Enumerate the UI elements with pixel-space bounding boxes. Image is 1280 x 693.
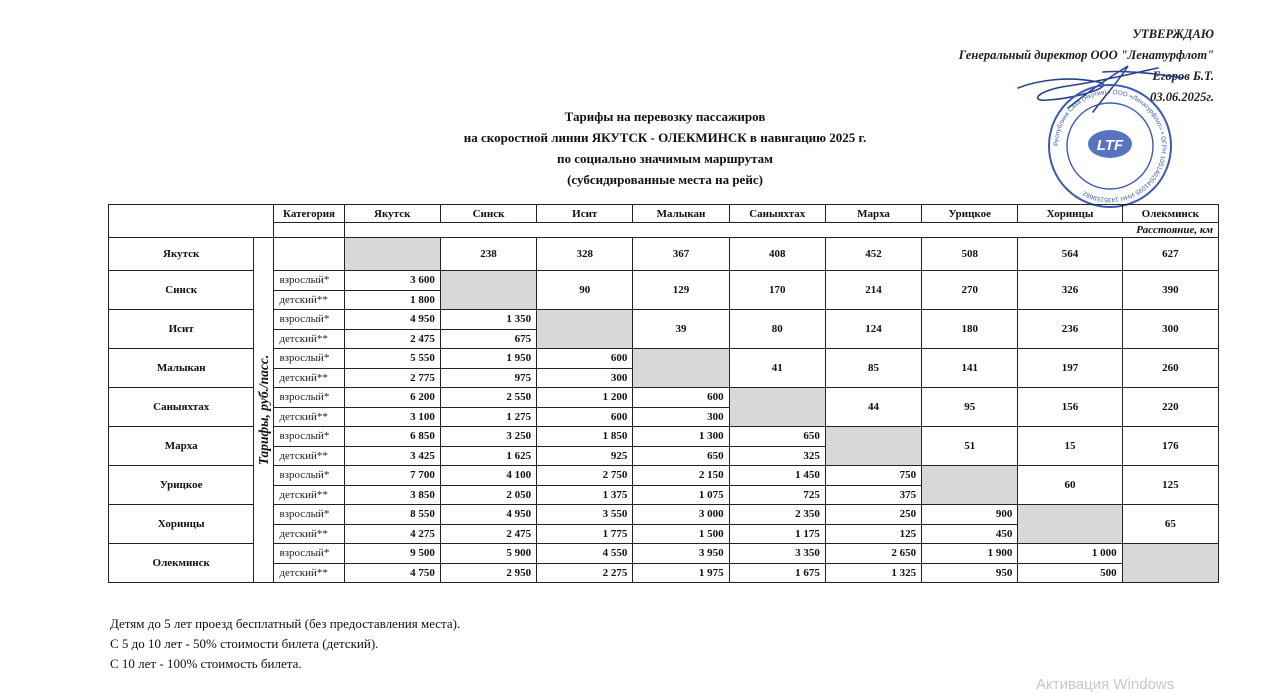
- column-header: Исит: [537, 205, 633, 223]
- diagonal-cell: [825, 427, 921, 466]
- category-label: детский**: [274, 329, 344, 349]
- distance-cell: 452: [825, 238, 921, 271]
- fare-cell: 3 600: [344, 271, 440, 291]
- station-name: Исит: [109, 310, 254, 349]
- approval-date: 03.06.2025г.: [1150, 90, 1214, 104]
- footnote-2: С 5 до 10 лет - 50% стоимости билета (детский).: [110, 636, 379, 651]
- fare-cell: 2 475: [440, 524, 536, 544]
- category-label: детский**: [274, 407, 344, 427]
- fare-cell: 4 100: [440, 466, 536, 486]
- category-label: детский**: [274, 290, 344, 310]
- fare-cell: 1 800: [344, 290, 440, 310]
- category-label: взрослый*: [274, 349, 344, 369]
- distance-cell: 328: [537, 238, 633, 271]
- fare-cell: 450: [922, 524, 1018, 544]
- category-label: детский**: [274, 524, 344, 544]
- column-header: Урицкое: [922, 205, 1018, 223]
- distance-cell: 90: [537, 271, 633, 310]
- fare-cell: 500: [1018, 563, 1122, 583]
- station-name: Синск: [109, 271, 254, 310]
- table-row: [109, 544, 1219, 564]
- table-row: [109, 563, 1219, 583]
- diagonal-cell: [729, 388, 825, 427]
- company-stamp: [1046, 82, 1174, 210]
- fare-cell: 250: [825, 505, 921, 525]
- fare-cell: 1 175: [729, 524, 825, 544]
- fare-cell: 7 700: [344, 466, 440, 486]
- footnotes: [110, 614, 460, 674]
- category-subheader-empty: [274, 223, 344, 238]
- distance-cell: 95: [922, 388, 1018, 427]
- distance-cell: 60: [1018, 466, 1122, 505]
- fare-cell: 1 500: [633, 524, 729, 544]
- distance-cell: 65: [1122, 505, 1218, 544]
- footnote-3: С 10 лет - 100% стоимость билета.: [110, 656, 302, 671]
- distance-cell: 326: [1018, 271, 1122, 310]
- distance-cell: 300: [1122, 310, 1218, 349]
- title-line-2: на скоростной линии ЯКУТСК - ОЛЕКМИНСК в навигацию 2025 г.: [463, 130, 867, 145]
- category-label: взрослый*: [274, 271, 344, 291]
- fare-cell: 3 250: [440, 427, 536, 447]
- fare-cell: 3 425: [344, 446, 440, 466]
- fare-cell: 8 550: [344, 505, 440, 525]
- fare-cell: 1 950: [440, 349, 536, 369]
- column-header: Малыкан: [633, 205, 729, 223]
- fare-cell: 4 950: [440, 505, 536, 525]
- fare-cell: 1 850: [537, 427, 633, 447]
- station-name: Урицкое: [109, 466, 254, 505]
- header-row: [109, 205, 1219, 223]
- fare-cell: 1 350: [440, 310, 536, 330]
- fare-cell: 600: [633, 388, 729, 408]
- fare-cell: 4 550: [537, 544, 633, 564]
- fare-cell: 2 650: [825, 544, 921, 564]
- fare-cell: 1 075: [633, 485, 729, 505]
- category-label: взрослый*: [274, 388, 344, 408]
- distance-cell: 141: [922, 349, 1018, 388]
- distance-cell: 51: [922, 427, 1018, 466]
- fare-cell: 3 350: [729, 544, 825, 564]
- fare-cell: 3 100: [344, 407, 440, 427]
- station-name: Марха: [109, 427, 254, 466]
- distance-cell: 238: [440, 238, 536, 271]
- distance-cell: 390: [1122, 271, 1218, 310]
- fare-cell: 750: [825, 466, 921, 486]
- windows-activation-watermark: Активация Windows: [1036, 676, 1175, 693]
- fare-axis-cell: [254, 238, 274, 583]
- distance-cell: 408: [729, 238, 825, 271]
- approval-heading: УТВЕРЖДАЮ: [1132, 27, 1214, 41]
- table-row: [109, 238, 1219, 271]
- diagonal-cell: [1122, 544, 1218, 583]
- distance-cell: 44: [825, 388, 921, 427]
- stamp-ring-text: Республика Саха (Якутия) • ООО «Ленатурфлот» • ОГРН 1051402041095 ИНН 1435159682: [1052, 88, 1168, 204]
- fare-cell: 975: [440, 368, 536, 388]
- fare-cell: 2 475: [344, 329, 440, 349]
- table-row: [109, 349, 1219, 369]
- fare-cell: 1 975: [633, 563, 729, 583]
- fare-cell: 9 500: [344, 544, 440, 564]
- fare-cell: 4 275: [344, 524, 440, 544]
- distance-label: Расстояние, км: [344, 223, 1218, 238]
- fare-cell: 950: [922, 563, 1018, 583]
- category-label: взрослый*: [274, 310, 344, 330]
- fare-cell: 1 450: [729, 466, 825, 486]
- distance-cell: 197: [1018, 349, 1122, 388]
- category-label: взрослый*: [274, 466, 344, 486]
- category-label: детский**: [274, 485, 344, 505]
- fare-cell: 725: [729, 485, 825, 505]
- distance-cell: 627: [1122, 238, 1218, 271]
- fare-cell: 2 775: [344, 368, 440, 388]
- fare-cell: 3 950: [633, 544, 729, 564]
- fare-cell: 1 900: [922, 544, 1018, 564]
- station-name: Олекминск: [109, 544, 254, 583]
- document-title: [400, 106, 930, 190]
- fare-cell: 900: [922, 505, 1018, 525]
- category-label: взрослый*: [274, 505, 344, 525]
- table-row: [109, 388, 1219, 408]
- fare-cell: 4 950: [344, 310, 440, 330]
- stamp-logo-text: LTF: [1096, 137, 1124, 154]
- diagonal-cell: [922, 466, 1018, 505]
- column-header: Синск: [440, 205, 536, 223]
- title-line-3: по социально значимым маршрутам: [556, 151, 774, 166]
- distance-cell: 260: [1122, 349, 1218, 388]
- distance-cell: 80: [729, 310, 825, 349]
- approval-name: Егоров Б.Т.: [1152, 69, 1214, 83]
- distance-cell: 220: [1122, 388, 1218, 427]
- diagonal-cell: [440, 271, 536, 310]
- column-header: Олекминск: [1122, 205, 1218, 223]
- fare-cell: 650: [633, 446, 729, 466]
- fare-cell: 600: [537, 349, 633, 369]
- distance-cell: 367: [633, 238, 729, 271]
- fare-cell: 1 625: [440, 446, 536, 466]
- distance-cell: 176: [1122, 427, 1218, 466]
- approval-position: Генеральный директор ООО "Ленатурфлот": [958, 48, 1214, 62]
- column-header: Марха: [825, 205, 921, 223]
- table-row: [109, 466, 1219, 486]
- diagonal-cell: [633, 349, 729, 388]
- fare-cell: 2 275: [537, 563, 633, 583]
- fare-cell: 2 750: [537, 466, 633, 486]
- table-row: [109, 310, 1219, 330]
- category-header: Категория: [274, 205, 344, 223]
- distance-cell: 236: [1018, 310, 1122, 349]
- title-line-1: Тарифы на перевозку пассажиров: [564, 109, 766, 124]
- fare-cell: 3 550: [537, 505, 633, 525]
- fare-cell: 1 300: [633, 427, 729, 447]
- distance-cell: 85: [825, 349, 921, 388]
- fare-cell: 5 900: [440, 544, 536, 564]
- distance-cell: 124: [825, 310, 921, 349]
- distance-cell: 41: [729, 349, 825, 388]
- distance-cell: 39: [633, 310, 729, 349]
- fare-axis-label: Тарифы, руб./пасс.: [255, 354, 271, 466]
- fare-cell: 300: [537, 368, 633, 388]
- header-empty-cell: [109, 205, 274, 238]
- category-label: детский**: [274, 368, 344, 388]
- station-name: Хоринцы: [109, 505, 254, 544]
- fare-cell: 1 325: [825, 563, 921, 583]
- station-name: Якутск: [109, 238, 254, 271]
- column-header: Якутск: [344, 205, 440, 223]
- distance-cell: 156: [1018, 388, 1122, 427]
- fare-cell: 3 000: [633, 505, 729, 525]
- column-header: Хоринцы: [1018, 205, 1122, 223]
- station-name: Саныяхтах: [109, 388, 254, 427]
- fare-cell: 2 950: [440, 563, 536, 583]
- fare-cell: 1 000: [1018, 544, 1122, 564]
- category-label: взрослый*: [274, 544, 344, 564]
- fare-cell: 6 200: [344, 388, 440, 408]
- fare-cell: 5 550: [344, 349, 440, 369]
- table-row: [109, 427, 1219, 447]
- fare-cell: 1 675: [729, 563, 825, 583]
- fare-cell: 1 275: [440, 407, 536, 427]
- fare-cell: 2 050: [440, 485, 536, 505]
- category-label: детский**: [274, 446, 344, 466]
- fare-cell: 300: [633, 407, 729, 427]
- footnote-1: Детям до 5 лет проезд бесплатный (без предоставления места).: [110, 616, 461, 631]
- distance-cell: 564: [1018, 238, 1122, 271]
- column-header: Саныяхтах: [729, 205, 825, 223]
- distance-cell: 270: [922, 271, 1018, 310]
- diagonal-cell: [537, 310, 633, 349]
- distance-cell: 170: [729, 271, 825, 310]
- fare-cell: 375: [825, 485, 921, 505]
- distance-cell: 214: [825, 271, 921, 310]
- fare-cell: 2 350: [729, 505, 825, 525]
- fare-cell: 1 200: [537, 388, 633, 408]
- category-label: детский**: [274, 563, 344, 583]
- fare-cell: 1 775: [537, 524, 633, 544]
- distance-cell: 125: [1122, 466, 1218, 505]
- fare-cell: 2 550: [440, 388, 536, 408]
- fare-cell: 325: [729, 446, 825, 466]
- fare-cell: 125: [825, 524, 921, 544]
- fare-cell: 650: [729, 427, 825, 447]
- distance-cell: 508: [922, 238, 1018, 271]
- table-row: [109, 505, 1219, 525]
- table-row: [109, 271, 1219, 291]
- fare-cell: 3 850: [344, 485, 440, 505]
- fare-cell: 675: [440, 329, 536, 349]
- fare-cell: 925: [537, 446, 633, 466]
- title-line-4: (субсидированные места на рейс): [567, 172, 763, 187]
- fare-cell: 600: [537, 407, 633, 427]
- distance-cell: 15: [1018, 427, 1122, 466]
- category-empty: [274, 238, 344, 271]
- distance-label-row: [109, 223, 1219, 238]
- fare-cell: 1 375: [537, 485, 633, 505]
- fare-cell: 4 750: [344, 563, 440, 583]
- distance-cell: 129: [633, 271, 729, 310]
- fare-cell: 2 150: [633, 466, 729, 486]
- fare-cell: 6 850: [344, 427, 440, 447]
- tariff-table: [108, 204, 1219, 583]
- category-label: взрослый*: [274, 427, 344, 447]
- diagonal-cell: [1018, 505, 1122, 544]
- distance-cell: 180: [922, 310, 1018, 349]
- diagonal-cell: [344, 238, 440, 271]
- station-name: Малыкан: [109, 349, 254, 388]
